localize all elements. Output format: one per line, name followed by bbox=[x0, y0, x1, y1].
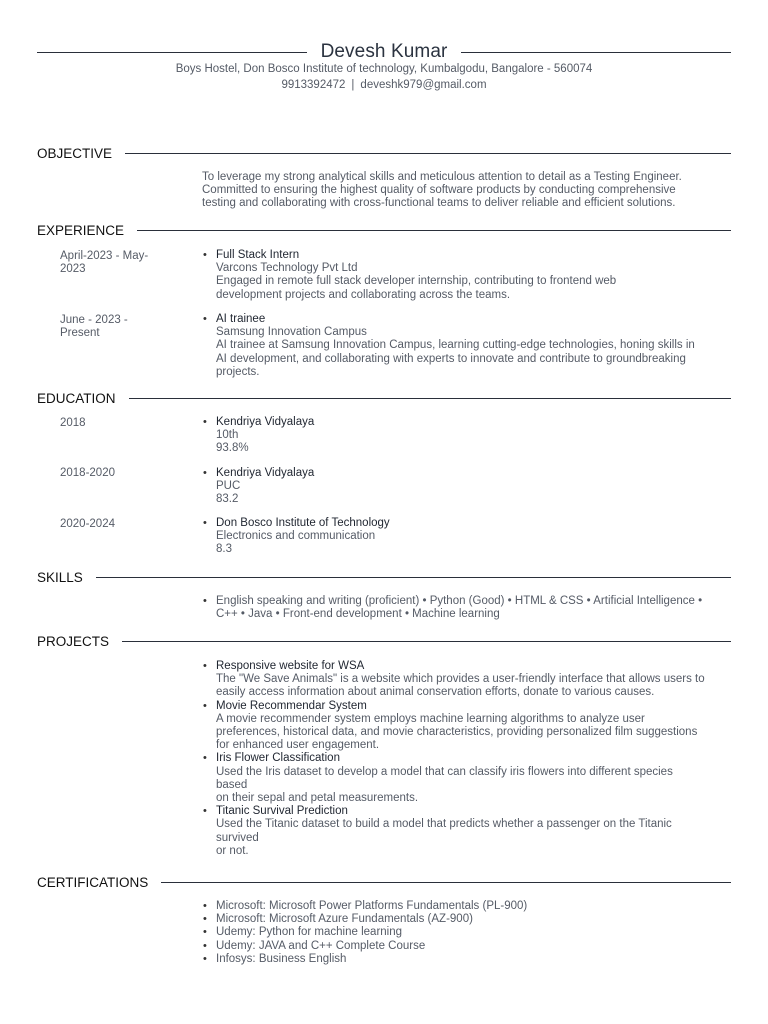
experience-role: • AI trainee bbox=[216, 313, 732, 326]
education-school: • Kendriya Vidyalaya bbox=[216, 416, 732, 429]
section-title: EDUCATION bbox=[37, 390, 116, 406]
certification-item: • Udemy: JAVA and C++ Complete Course bbox=[216, 940, 732, 953]
section-title: OBJECTIVE bbox=[37, 145, 113, 161]
education-score: 83.2 bbox=[216, 493, 239, 506]
project-desc-line: survived bbox=[216, 831, 259, 844]
project-desc-line: The "We Save Animals" is a website which provides a user-friendly interface that allows users to bbox=[216, 673, 705, 686]
section-title: PROJECTS bbox=[37, 633, 110, 649]
section-title: SKILLS bbox=[37, 569, 83, 585]
date-line: June - 2023 - bbox=[60, 314, 128, 326]
project-desc-line: based bbox=[216, 778, 248, 791]
experience-date bbox=[60, 250, 170, 275]
section-title: CERTIFICATIONS bbox=[37, 874, 149, 890]
skills-line: • English speaking and writing (proficient) • Python (Good) • HTML & CSS • Artificial Intelligence • bbox=[216, 595, 732, 608]
education-date: 2018-2020 bbox=[60, 467, 115, 479]
education-entry bbox=[216, 467, 732, 507]
phone: 9913392472 bbox=[281, 79, 346, 91]
certification-item: • Microsoft: Microsoft Azure Fundamentals (AZ-900) bbox=[216, 913, 732, 926]
experience-date bbox=[60, 314, 170, 339]
section-experience-header bbox=[37, 222, 731, 238]
section-skills-header bbox=[37, 569, 731, 585]
experience-desc-line: projects. bbox=[216, 365, 260, 378]
contact-separator: | bbox=[351, 79, 355, 91]
experience-desc-line: AI development, and collaborating with experts to innovate and contribute to groundbreaking bbox=[216, 352, 686, 365]
experience-desc-line: Engaged in remote full stack developer internship, contributing to frontend web bbox=[216, 275, 617, 288]
objective-line: Committed to ensuring the highest quality of software products by conducting comprehensive bbox=[202, 184, 676, 197]
section-projects-header bbox=[37, 633, 731, 649]
education-score: 93.8% bbox=[216, 442, 249, 455]
section-rule bbox=[129, 398, 731, 399]
section-rule bbox=[122, 641, 731, 642]
project-desc-line: easily access information about animal conservation efforts, donate to various causes. bbox=[216, 686, 655, 699]
experience-desc-line: AI trainee at Samsung Innovation Campus, learning cutting-edge technologies, honing skills in bbox=[216, 339, 695, 352]
project-desc-line: Used the Iris dataset to develop a model that can classify iris flowers into different species bbox=[216, 765, 673, 778]
skills-line: C++ • Java • Front-end development • Machine learning bbox=[216, 608, 500, 621]
project-name: • Responsive website for WSA bbox=[216, 660, 732, 673]
education-school: • Don Bosco Institute of Technology bbox=[216, 517, 732, 530]
project-desc-line: A movie recommender system employs machine learning algorithms to analyze user bbox=[216, 712, 645, 725]
candidate-name: Devesh Kumar bbox=[320, 41, 448, 62]
section-rule bbox=[96, 577, 731, 578]
section-education-header bbox=[37, 390, 731, 406]
contact-line bbox=[0, 79, 768, 91]
section-rule bbox=[161, 882, 731, 883]
project-desc-line: for enhanced user engagement. bbox=[216, 739, 380, 752]
project-desc-line: or not. bbox=[216, 844, 249, 857]
education-level: Electronics and communication bbox=[216, 530, 376, 543]
project-desc-line: on their sepal and petal measurements. bbox=[216, 792, 419, 805]
objective-text bbox=[202, 171, 732, 211]
skills-list bbox=[216, 595, 732, 621]
email: deveshk979@gmail.com bbox=[360, 79, 487, 91]
objective-line: testing and collaborating with cross-functional teams to deliver reliable and efficient solutions. bbox=[202, 197, 676, 210]
education-score: 8.3 bbox=[216, 543, 232, 556]
experience-role: • Full Stack Intern bbox=[216, 249, 732, 262]
certification-item: • Infosys: Business English bbox=[216, 953, 732, 966]
section-objective-header bbox=[37, 145, 731, 161]
experience-desc-line: development projects and collaborating across the teams. bbox=[216, 288, 511, 301]
project-desc-line: preferences, historical data, and movie characteristics, providing personalized film suggestions bbox=[216, 726, 698, 739]
education-entry bbox=[216, 517, 732, 557]
date-line: Present bbox=[60, 326, 100, 339]
header-rule-left bbox=[37, 52, 307, 53]
education-level: 10th bbox=[216, 429, 239, 442]
project-name: • Iris Flower Classification bbox=[216, 752, 732, 765]
projects-list bbox=[216, 660, 732, 858]
project-desc-line: Used the Titanic dataset to build a model that predicts whether a passenger on the Titanic bbox=[216, 818, 672, 831]
project-name: • Movie Recommendar System bbox=[216, 700, 732, 713]
date-line: 2023 bbox=[60, 262, 86, 275]
section-rule bbox=[137, 230, 731, 231]
objective-line: To leverage my strong analytical skills and meticulous attention to detail as a Testing Engineer. bbox=[202, 171, 682, 183]
address: Boys Hostel, Don Bosco Institute of technology, Kumbalgodu, Bangalore - 560074 bbox=[175, 63, 593, 75]
experience-entry bbox=[216, 313, 732, 379]
education-entry bbox=[216, 416, 732, 456]
header-rule-right bbox=[461, 52, 731, 53]
section-certifications-header bbox=[37, 874, 731, 890]
section-title: EXPERIENCE bbox=[37, 222, 125, 238]
certification-item: • Udemy: Python for machine learning bbox=[216, 926, 732, 939]
section-rule bbox=[125, 153, 731, 154]
education-level: PUC bbox=[216, 480, 241, 493]
experience-org: Samsung Innovation Campus bbox=[216, 326, 367, 339]
education-date: 2018 bbox=[60, 417, 86, 429]
certifications-list bbox=[216, 900, 732, 966]
certification-item: • Microsoft: Microsoft Power Platforms Fundamentals (PL-900) bbox=[216, 900, 732, 913]
date-line: April-2023 - May- bbox=[60, 250, 149, 262]
project-name: • Titanic Survival Prediction bbox=[216, 805, 732, 818]
experience-entry bbox=[216, 249, 732, 302]
name-row bbox=[37, 40, 731, 64]
experience-org: Varcons Technology Pvt Ltd bbox=[216, 262, 358, 275]
education-school: • Kendriya Vidyalaya bbox=[216, 467, 732, 480]
education-date: 2020-2024 bbox=[60, 518, 115, 530]
